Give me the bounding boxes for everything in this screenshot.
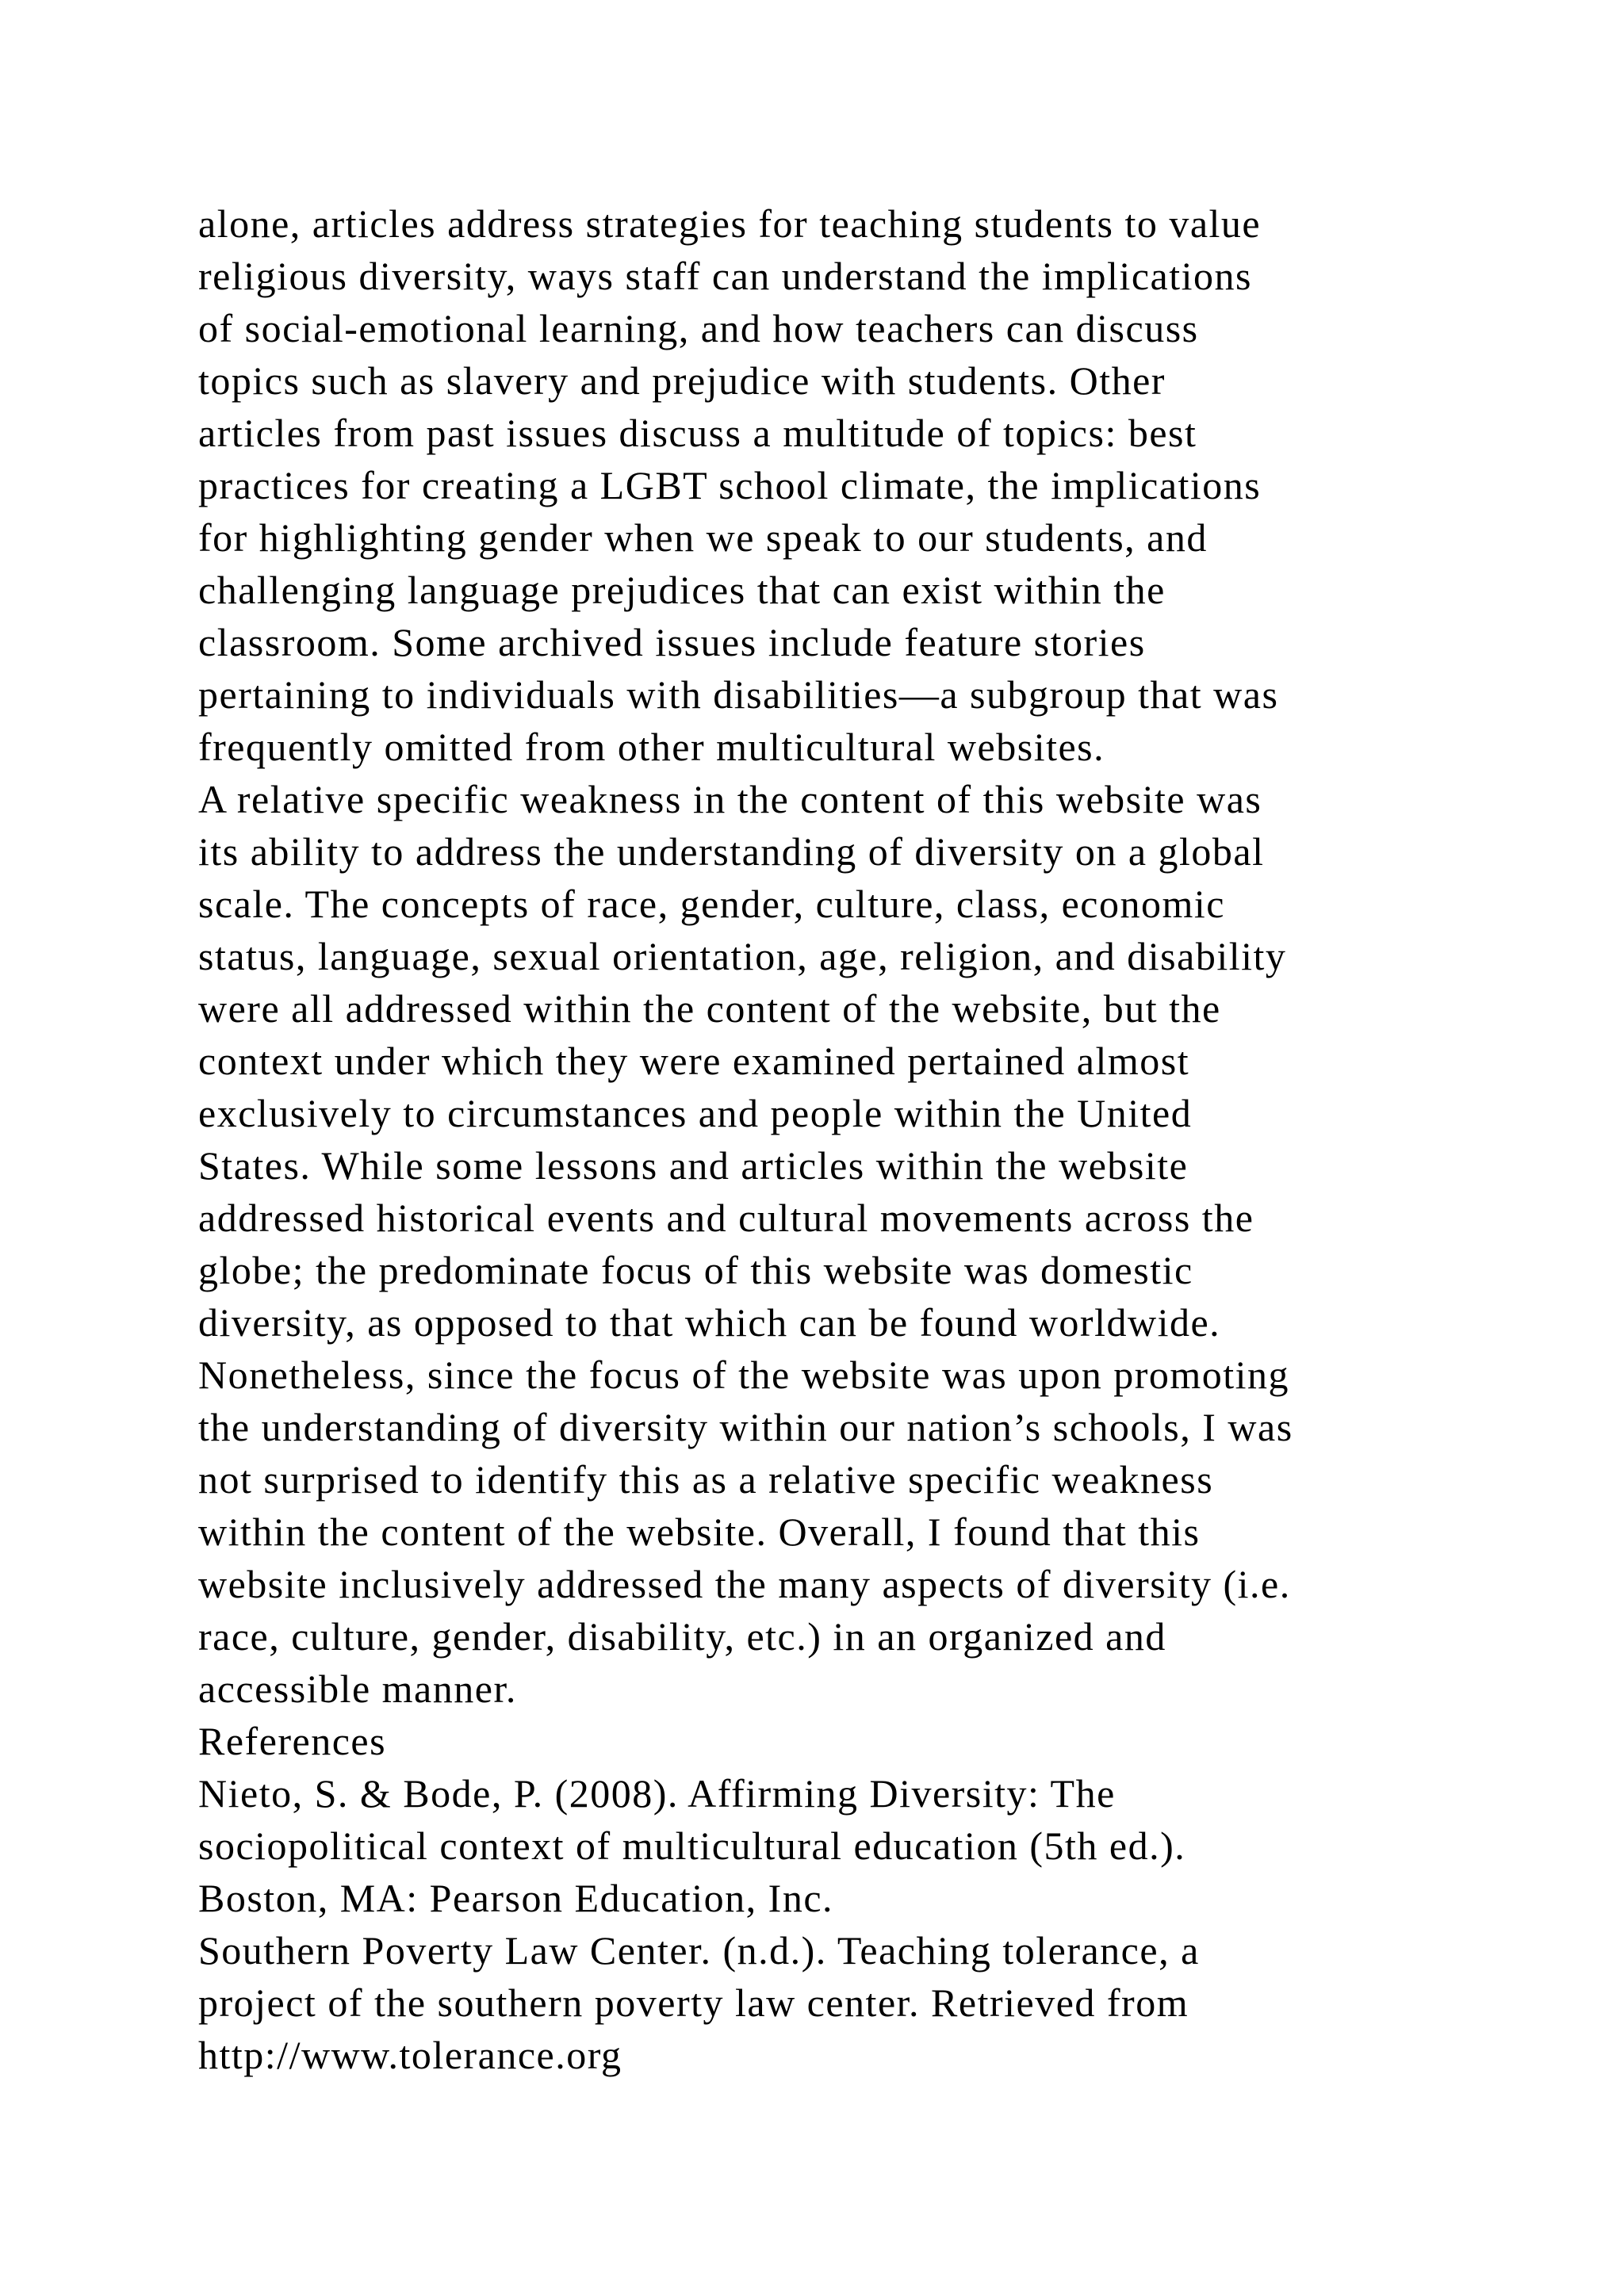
body-line: diversity, as opposed to that which can be found worldwide. <box>198 1300 1221 1345</box>
body-line: globe; the predominate focus of this website was domestic <box>198 1248 1193 1292</box>
reference-line: Boston, MA: Pearson Education, Inc. <box>198 1876 834 1920</box>
body-line: its ability to address the understanding of diversity on a global <box>198 829 1265 874</box>
body-line: addressed historical events and cultural movements across the <box>198 1196 1254 1240</box>
reference-url: http://www.tolerance.org <box>198 2033 622 2077</box>
body-line: website inclusively addressed the many aspects of diversity (i.e. <box>198 1562 1291 1606</box>
reference-line: project of the southern poverty law center. Retrieved from <box>198 1980 1189 2025</box>
body-line: context under which they were examined pertained almost <box>198 1039 1190 1083</box>
document-body <box>198 197 1546 2081</box>
reference-line: sociopolitical context of multicultural education (5th ed.). <box>198 1823 1186 1868</box>
body-line: frequently omitted from other multicultural websites. <box>198 725 1105 769</box>
references-heading: References <box>198 1719 387 1763</box>
body-line: exclusively to circumstances and people within the United <box>198 1091 1193 1135</box>
body-line: scale. The concepts of race, gender, culture, class, economic <box>198 882 1225 926</box>
body-line: pertaining to individuals with disabilities—a subgroup that was <box>198 672 1279 717</box>
body-line: race, culture, gender, disability, etc.) in an organized and <box>198 1614 1166 1659</box>
body-line: within the content of the website. Overall, I found that this <box>198 1510 1201 1554</box>
body-line: alone, articles address strategies for teaching students to value <box>198 201 1262 246</box>
body-line: A relative specific weakness in the content of this website was <box>198 777 1262 821</box>
body-line: of social-emotional learning, and how teachers can discuss <box>198 306 1199 350</box>
reference-line: Southern Poverty Law Center. (n.d.). Teaching tolerance, a <box>198 1928 1200 1973</box>
body-line: States. While some lessons and articles within the website <box>198 1143 1189 1188</box>
body-line: for highlighting gender when we speak to our students, and <box>198 515 1208 560</box>
body-line: challenging language prejudices that can exist within the <box>198 568 1166 612</box>
body-line: religious diversity, ways staff can understand the implications <box>198 254 1252 298</box>
body-line: were all addressed within the content of the website, but the <box>198 986 1221 1031</box>
body-line: classroom. Some archived issues include feature stories <box>198 620 1146 664</box>
body-line: status, language, sexual orientation, age, religion, and disability <box>198 934 1287 978</box>
body-line: topics such as slavery and prejudice with students. Other <box>198 358 1166 403</box>
reference-line: Nieto, S. & Bode, P. (2008). Affirming Diversity: The <box>198 1771 1116 1816</box>
body-line: the understanding of diversity within our nation’s schools, I was <box>198 1405 1293 1449</box>
body-line: not surprised to identify this as a relative specific weakness <box>198 1457 1214 1502</box>
body-line: Nonetheless, since the focus of the website was upon promoting <box>198 1353 1290 1397</box>
body-line: articles from past issues discuss a multitude of topics: best <box>198 411 1197 455</box>
body-line: accessible manner. <box>198 1667 517 1711</box>
body-line: practices for creating a LGBT school climate, the implications <box>198 463 1262 507</box>
